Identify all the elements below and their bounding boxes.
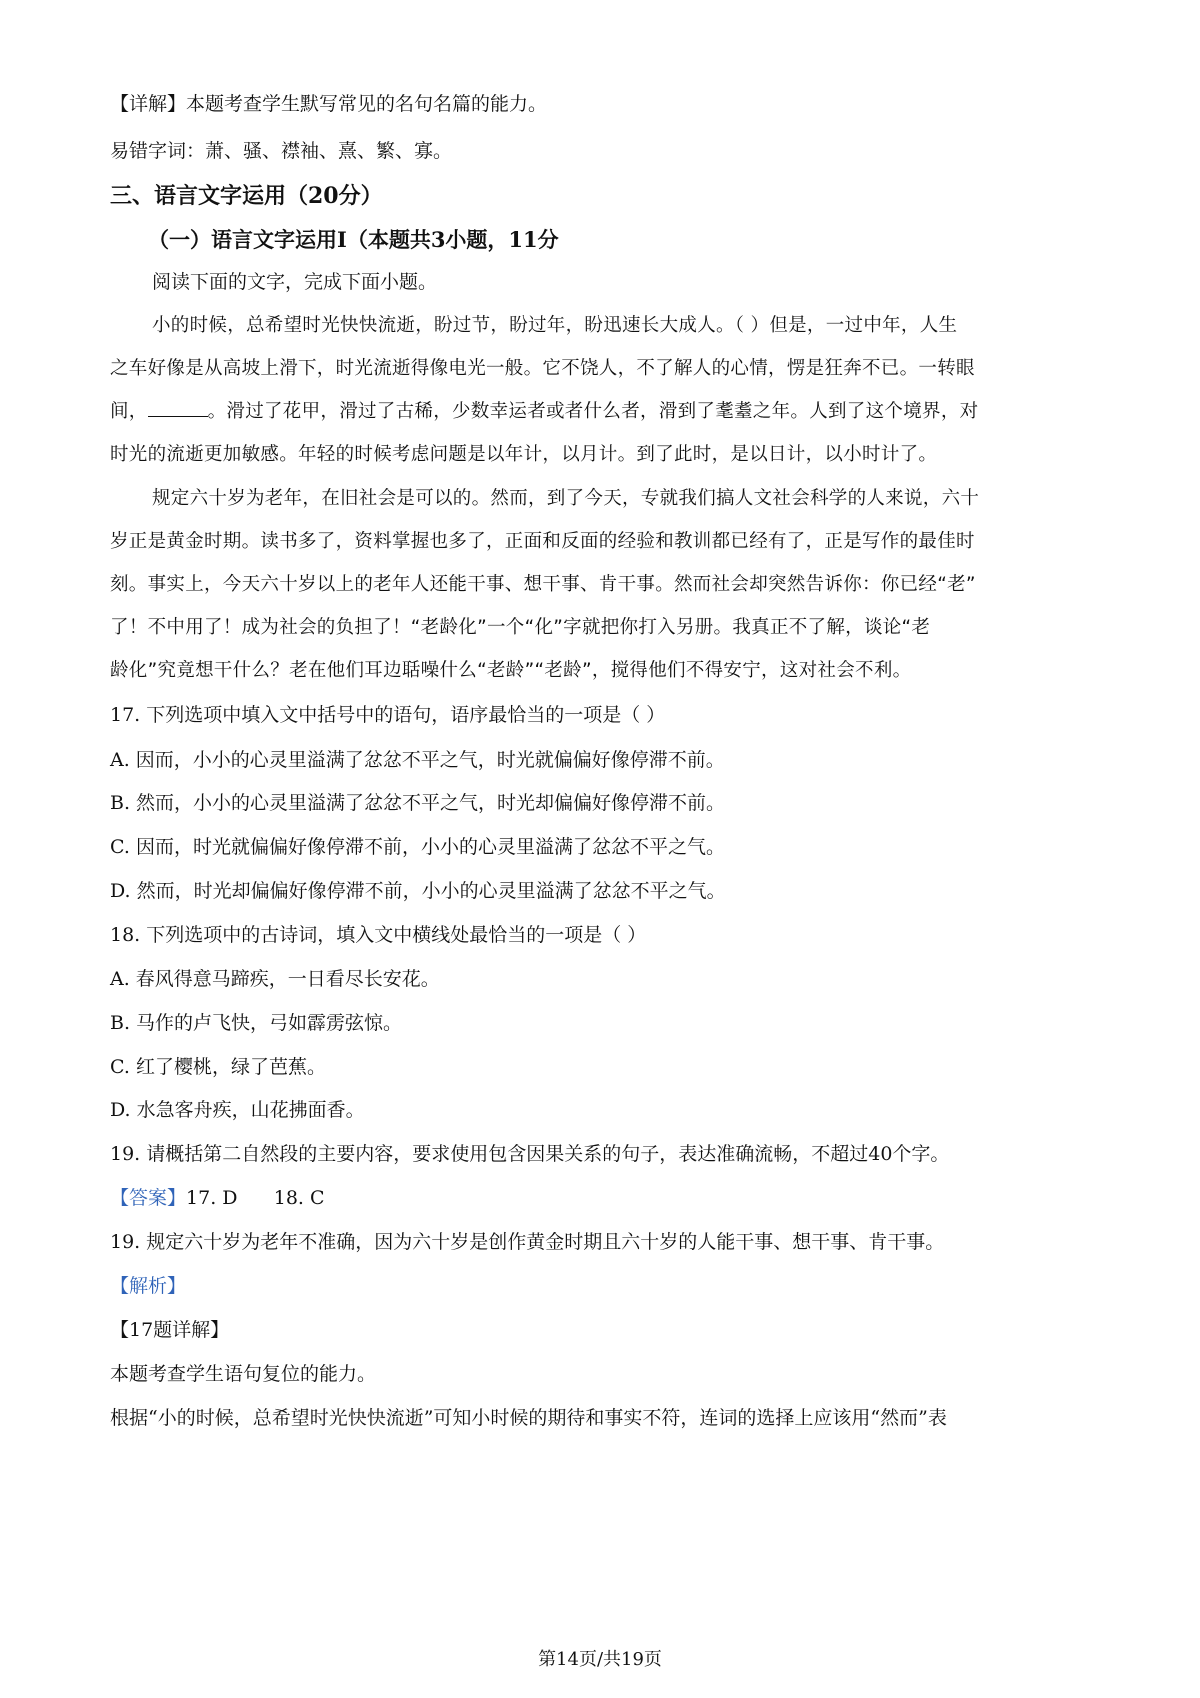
passage-p2-line5: 龄化”究竟想干什么？老在他们耳边聒噪什么“老龄”“老龄”，搅得他们不得安宁，这对社会不利。	[110, 660, 912, 681]
instruction: 阅读下面的文字，完成下面小题。	[152, 271, 438, 293]
passage-p2-line2: 岁正是黄金时期。读书多了，资料掌握也多了，正面和反面的经验和教训都已经有了，正是写作的最佳时	[110, 531, 975, 552]
passage-p2-line3: 刻。事实上，今天六十岁以上的老年人还能干事、想干事、肯干事。然而社会却突然告诉你：你已经“老”	[110, 574, 976, 595]
answer-label: 【答案】	[110, 1187, 187, 1209]
question-18-stem: 18. 下列选项中的古诗词，填入文中横线处最恰当的一项是（ ）	[110, 924, 647, 946]
question-17-option-c: C. 因而，时光就偏偏好像停滞不前，小小的心灵里溢满了忿忿不平之气。	[110, 836, 725, 858]
page-footer: 第14页/共19页	[538, 1649, 662, 1670]
passage-p1-line1: 小的时候，总希望时光快快流逝，盼过节，盼过年，盼迅速长大成人。（ ）但是，一过中年，人生	[152, 315, 958, 336]
question-18-option-d: D. 水急客舟疾，山花拂面香。	[110, 1099, 365, 1121]
question-17-option-b: B. 然而，小小的心灵里溢满了忿忿不平之气，时光却偏偏好像停滞不前。	[110, 792, 726, 814]
analysis-q17-line1: 本题考查学生语句复位的能力。	[110, 1363, 377, 1385]
subsection-title: （一）语言文字运用Ⅰ（本题共3小题，11分	[148, 227, 559, 252]
question-17-option-d: D. 然而，时光却偏偏好像停滞不前，小小的心灵里溢满了忿忿不平之气。	[110, 880, 726, 902]
answer-line	[110, 1186, 325, 1210]
question-18-option-c: C. 红了樱桃，绿了芭蕉。	[110, 1056, 326, 1078]
answer-text: 17. D 18. C	[186, 1187, 325, 1209]
passage-p1-line3-end: 。滑过了花甲，滑过了古稀，少数幸运者或者什么者，滑到了耄耋之年。人到了这个境界，对	[207, 401, 979, 422]
error-words-line: 易错字词：萧、骚、襟袖、熹、繁、寡。	[110, 140, 453, 162]
question-17-option-a: A. 因而，小小的心灵里溢满了忿忿不平之气，时光就偏偏好像停滞不前。	[110, 749, 725, 771]
passage-p1-line3-start: 间，	[110, 401, 148, 422]
passage-p1-line4: 时光的流逝更加敏感。年轻的时候考虑问题是以年计，以月计。到了此时，是以日计，以小时计了。	[110, 444, 938, 465]
analysis-q17-line2: 根据“小的时候，总希望时光快快流逝”可知小时候的期待和事实不符，连词的选择上应该用“然而”表	[110, 1407, 947, 1429]
detail-line: 【详解】本题考查学生默写常见的名句名篇的能力。	[110, 93, 548, 115]
question-19-stem: 19. 请概括第二自然段的主要内容，要求使用包含因果关系的句子，表达准确流畅，不超过40个字。	[110, 1143, 950, 1165]
passage-p1-line2: 之车好像是从高坡上滑下，时光流逝得像电光一般。它不饶人，不了解人的心情，愣是狂奔不已。一转眼	[110, 358, 975, 379]
analysis-label: 【解析】	[110, 1275, 187, 1297]
fill-blank	[148, 400, 208, 417]
analysis-q17-title: 【17题详解】	[110, 1319, 230, 1341]
answer-19: 19. 规定六十岁为老年不准确，因为六十岁是创作黄金时期且六十岁的人能干事、想干事、肯干事。	[110, 1231, 945, 1253]
section-title: 三、语言文字运用（20分）	[110, 183, 383, 209]
passage-p2-line1: 规定六十岁为老年，在旧社会是可以的。然而，到了今天，专就我们搞人文社会科学的人来说，六十	[152, 488, 980, 509]
question-17-stem: 17. 下列选项中填入文中括号中的语句，语序最恰当的一项是（ ）	[110, 704, 666, 726]
passage-p1-line3	[110, 400, 978, 424]
question-18-option-a: A. 春风得意马蹄疾，一日看尽长安花。	[110, 968, 440, 990]
passage-p2-line4: 了！不中用了！成为社会的负担了！“老龄化”一个“化”字就把你打入另册。我真正不了解，谈论“老	[110, 617, 931, 638]
question-18-option-b: B. 马作的卢飞快，弓如霹雳弦惊。	[110, 1012, 403, 1034]
